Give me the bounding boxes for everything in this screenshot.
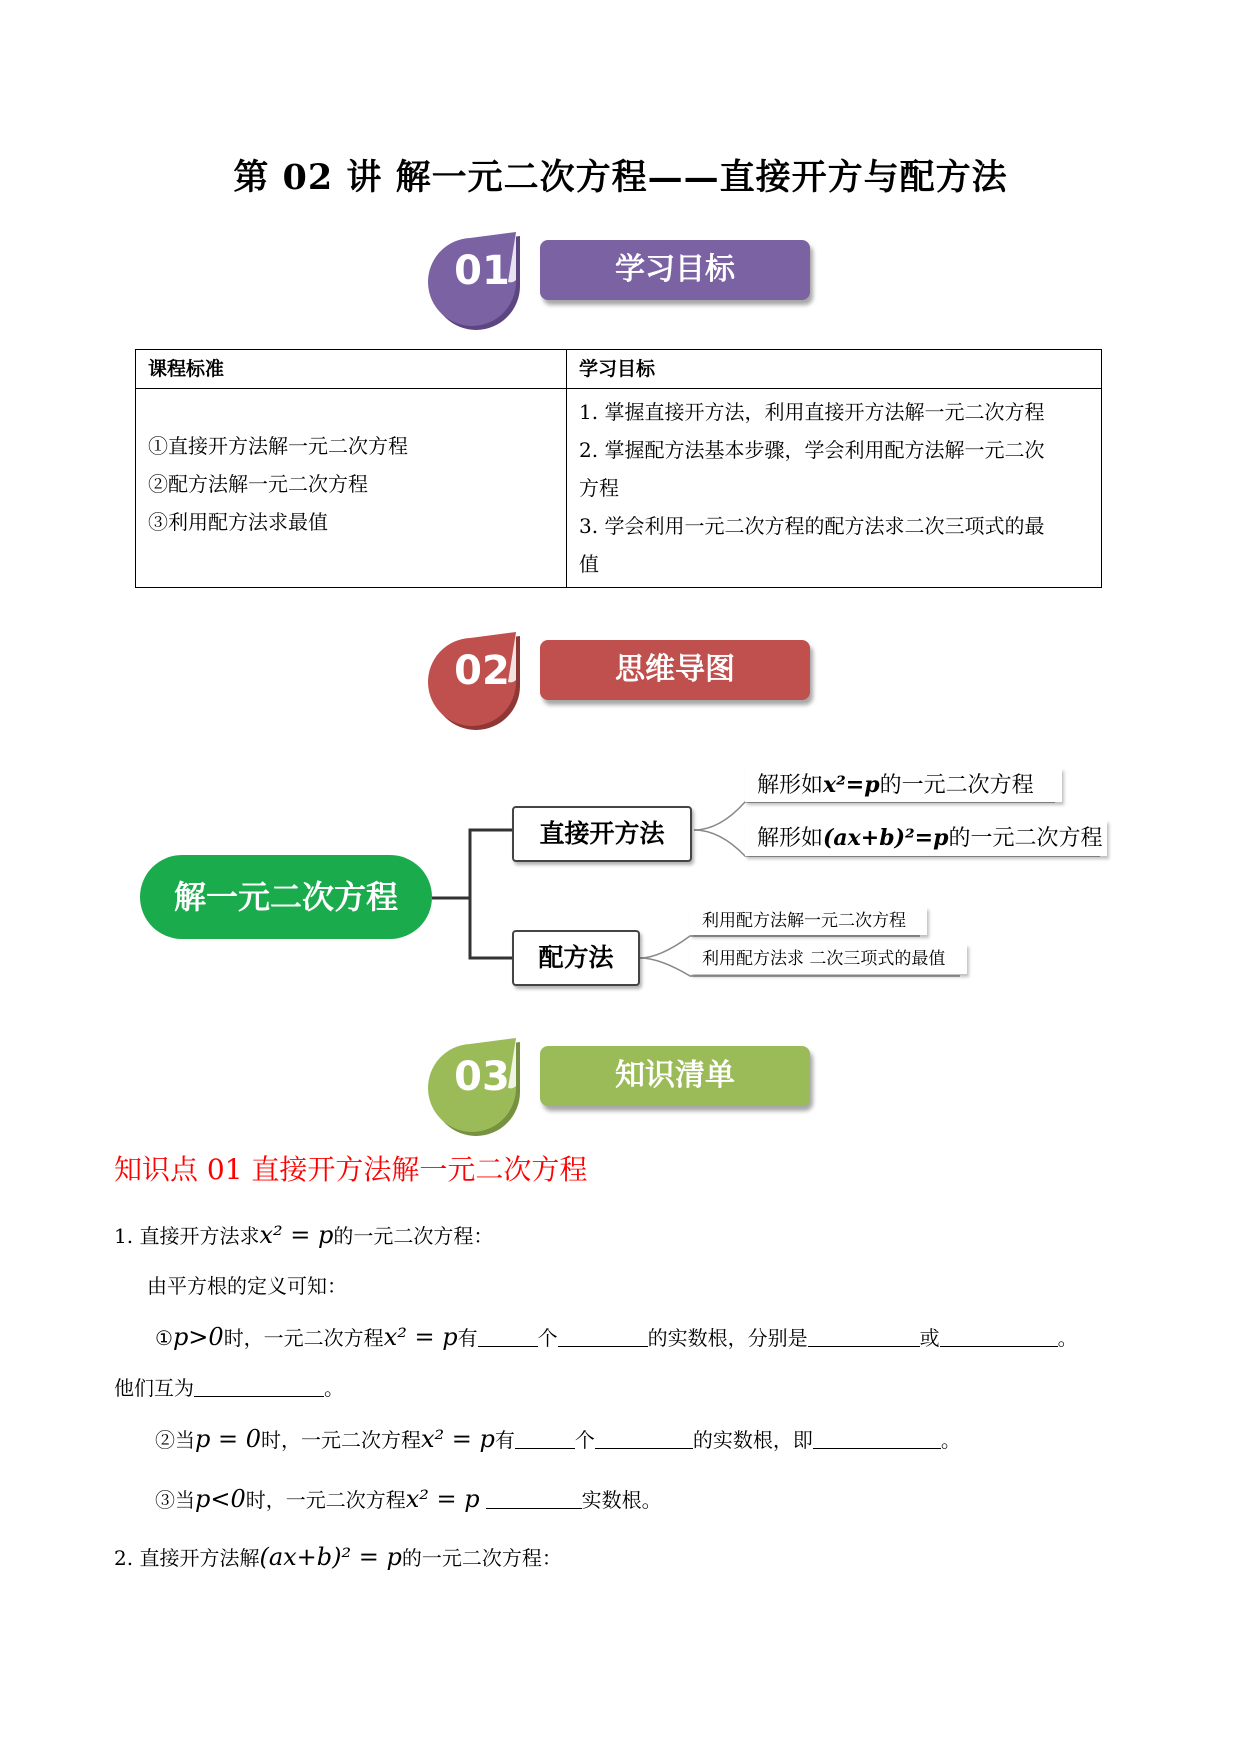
section-number: 01 — [454, 248, 510, 294]
blank-root-existence[interactable] — [486, 1488, 582, 1509]
leaf-math: x²=p — [823, 772, 880, 798]
text: 。 — [1057, 1326, 1078, 1350]
math-x2-p: x² = p — [421, 1425, 495, 1453]
goal-line: 值 — [579, 552, 599, 576]
page-title: 第 02 讲 解一元二次方程——直接开方与配方法 — [233, 157, 1008, 198]
paragraph-3 — [114, 1542, 562, 1571]
standard-item: ③利用配方法求最值 — [148, 510, 328, 534]
goal-line: 2. 掌握配方法基本步骤，学会利用配方法解一元二次 — [579, 438, 1045, 462]
text: 个 — [574, 1428, 595, 1452]
section-badge-mind-map — [420, 622, 840, 732]
mindmap-branch-completing-square: 配方法 — [512, 930, 640, 986]
section-badge-knowledge-list — [420, 1028, 840, 1138]
leaf-math: (ax+b)²=p — [823, 825, 949, 851]
mindmap-branch-direct-root: 直接开方法 — [512, 806, 692, 862]
math-axb-p: (ax+b)² = p — [259, 1543, 402, 1571]
paragraph-2: 由平方根的定义可知： — [147, 1274, 347, 1298]
case-1-line — [155, 1322, 1078, 1351]
text: 的一元二次方程： — [333, 1224, 494, 1248]
text: 或 — [919, 1326, 940, 1350]
blank-root-1[interactable] — [808, 1326, 920, 1347]
goal-line: 3. 学会利用一元二次方程的配方法求二次三项式的最 — [579, 514, 1045, 538]
mindmap-root-node: 解一元二次方程 — [140, 855, 432, 939]
section-label: 学习目标 — [540, 240, 810, 300]
section-badge-learning-goals — [420, 222, 840, 332]
leaf-text-prefix: 解形如 — [757, 773, 824, 798]
mindmap-leaf-axb-p — [745, 820, 1107, 856]
mindmap-leaf-solve-by-completing: 利用配方法解一元二次方程 — [690, 907, 927, 935]
text: 时，一元二次方程 — [261, 1428, 421, 1452]
text: 的实数根，分别是 — [647, 1326, 808, 1350]
math-p-gt-0: p>0 — [172, 1323, 224, 1351]
text: 。 — [940, 1428, 961, 1452]
blank-count[interactable] — [478, 1326, 538, 1347]
text: ②当 — [155, 1428, 195, 1452]
blank-root-type[interactable] — [558, 1326, 648, 1347]
case-2-line — [155, 1424, 961, 1453]
math-x2-p: x² = p — [383, 1323, 458, 1351]
standard-item: ②配方法解一元二次方程 — [148, 472, 368, 496]
text: 实数根。 — [581, 1488, 662, 1512]
text: ① — [155, 1326, 173, 1350]
blank-count[interactable] — [515, 1428, 575, 1449]
knowledge-point-heading: 知识点 01 直接开方法解一元二次方程 — [114, 1153, 588, 1186]
text: 时，一元二次方程 — [223, 1326, 384, 1350]
text: 。 — [324, 1376, 344, 1400]
course-standards-table — [135, 349, 1102, 588]
goal-line: 方程 — [579, 476, 619, 500]
math-x2-p: x² = p — [405, 1485, 480, 1513]
leaf-text-suffix: 的一元二次方程 — [879, 773, 1034, 798]
text: 有 — [457, 1326, 478, 1350]
blank-relation[interactable] — [194, 1376, 324, 1397]
table-header-standards: 课程标准 — [136, 350, 567, 389]
case-3-line — [155, 1484, 662, 1513]
paragraph-1 — [114, 1220, 493, 1249]
text: 的实数根，即 — [692, 1428, 813, 1452]
text: 的一元二次方程： — [401, 1546, 562, 1570]
blank-root-2[interactable] — [940, 1326, 1058, 1347]
table-header-goals: 学习目标 — [567, 350, 1102, 389]
section-label: 知识清单 — [540, 1046, 810, 1106]
goals-cell — [567, 389, 1102, 588]
goal-line: 1. 掌握直接开方法，利用直接开方法解一元二次方程 — [579, 400, 1045, 424]
text: ③当 — [155, 1488, 195, 1512]
math-x2-p: x² = p — [259, 1221, 334, 1249]
leaf-text-suffix: 的一元二次方程 — [948, 826, 1103, 851]
leaf-text-prefix: 解形如 — [757, 826, 824, 851]
blank-root-type[interactable] — [595, 1428, 693, 1449]
text: 2. 直接开方法解 — [114, 1546, 260, 1570]
mindmap-leaf-x2-p — [745, 768, 1062, 802]
text: 1. 直接开方法求 — [114, 1224, 260, 1248]
text: 他们互为 — [114, 1376, 194, 1400]
text: 时，一元二次方程 — [245, 1488, 406, 1512]
blank-root[interactable] — [813, 1428, 941, 1449]
mindmap-leaf-extreme-value: 利用配方法求 二次三项式的最值 — [690, 944, 967, 974]
text: 个 — [537, 1326, 558, 1350]
text: 有 — [494, 1428, 515, 1452]
section-label: 思维导图 — [540, 640, 810, 700]
standards-cell — [136, 389, 567, 588]
section-number: 02 — [454, 648, 510, 694]
math-p-eq-0: p = 0 — [195, 1425, 261, 1453]
section-number: 03 — [454, 1054, 510, 1100]
case-1-line-2 — [114, 1372, 344, 1401]
math-p-lt-0: p<0 — [195, 1485, 246, 1513]
standard-item: ①直接开方法解一元二次方程 — [148, 434, 408, 458]
